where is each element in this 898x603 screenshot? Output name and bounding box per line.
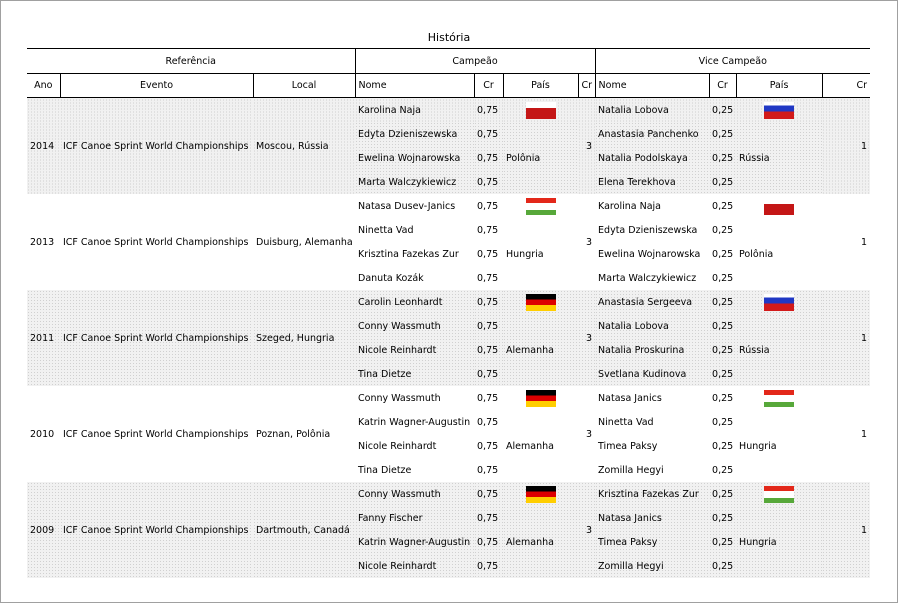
table-row xyxy=(27,482,870,506)
vice-athlete-cr: 0,25 xyxy=(712,200,734,212)
champion-cr-cell: 3 xyxy=(578,98,595,195)
vice-athlete-name: Ninetta Vad xyxy=(598,416,654,428)
vice-athlete-cr: 0,25 xyxy=(712,416,734,428)
champion-athlete-cr: 0,75 xyxy=(477,416,499,428)
vice-athlete-cr: 0,25 xyxy=(712,272,734,284)
vice-athlete-cr: 0,25 xyxy=(712,464,734,476)
champion-athlete-cr: 0,75 xyxy=(474,290,503,314)
table-row xyxy=(27,386,870,410)
vice-athlete-name: Natasa Janics xyxy=(598,392,662,404)
vice-athlete-name: Svetlana Kudinova xyxy=(595,362,709,386)
champion-athlete-cr: 0,75 xyxy=(477,392,499,404)
champion-athlete-name: Karolina Naja xyxy=(355,98,474,123)
champion-cr-cell: 3 xyxy=(586,428,593,440)
vice-athlete-name: Natalia Proskurina xyxy=(595,338,709,362)
vice-athlete-name: Timea Paksy xyxy=(598,440,658,452)
vice-athlete-name: Natalia Lobova xyxy=(595,314,709,338)
champion-athlete-cr: 0,75 xyxy=(477,224,499,236)
vice-country-cell: Hungria xyxy=(736,506,822,578)
vice-athlete-cr: 0,25 xyxy=(709,290,736,314)
location-cell: Duisburg, Alemanha xyxy=(256,236,353,248)
champion-cr-cell: 3 xyxy=(578,482,595,578)
table-body xyxy=(27,98,870,579)
champion-athlete-name: Danuta Kozák xyxy=(358,272,424,284)
header-local: Local xyxy=(253,74,355,98)
vice-flag-cell xyxy=(736,290,822,314)
champion-country-cell: Alemanha xyxy=(503,314,578,386)
header-campeao: Campeão xyxy=(355,49,595,74)
champion-athlete-name: Conny Wassmuth xyxy=(358,392,441,404)
champion-athlete-name: Nicole Reinhardt xyxy=(355,338,474,362)
hungary-flag-icon xyxy=(526,198,556,215)
vice-athlete-cr: 0,25 xyxy=(709,530,736,554)
vice-athlete-cr: 0,25 xyxy=(712,440,734,452)
champion-flag-cell xyxy=(503,194,578,218)
vice-cr-cell: 1 xyxy=(822,290,870,386)
vice-cr-cell: 1 xyxy=(822,98,870,195)
germany-flag-icon xyxy=(526,486,556,503)
year-cell: 2009 xyxy=(27,482,60,578)
vice-country-cell: Rússia xyxy=(736,122,822,194)
vice-athlete-name: Timea Paksy xyxy=(595,530,709,554)
header-cr: Cr xyxy=(474,74,503,98)
champion-athlete-cr: 0,75 xyxy=(474,170,503,194)
event-cell: ICF Canoe Sprint World Championships xyxy=(60,290,253,386)
year-cell: 2013 xyxy=(30,236,55,248)
champion-athlete-name: Nicole Reinhardt xyxy=(355,554,474,578)
champion-athlete-name: Krisztina Fazekas Zur xyxy=(358,248,459,260)
champion-athlete-cr: 0,75 xyxy=(474,506,503,530)
champion-country-cell: Alemanha xyxy=(503,506,578,578)
champion-athlete-cr: 0,75 xyxy=(474,362,503,386)
column-header-row xyxy=(27,74,870,98)
vice-athlete-cr: 0,25 xyxy=(712,224,734,236)
year-cell: 2010 xyxy=(30,428,55,440)
champion-country-cell: Polônia xyxy=(503,122,578,194)
location-cell: Moscou, Rússia xyxy=(253,98,355,195)
champion-country-cell: Hungria xyxy=(506,248,544,260)
header-cr: Cr xyxy=(578,74,595,98)
champion-cr-cell: 3 xyxy=(578,290,595,386)
champion-athlete-cr: 0,75 xyxy=(474,482,503,506)
russia-flag-icon xyxy=(764,294,794,311)
champion-athlete-name: Nicole Reinhardt xyxy=(358,440,437,452)
vice-athlete-name: Marta Walczykiewicz xyxy=(598,272,697,284)
champion-flag-cell xyxy=(503,386,578,410)
champion-athlete-name: Conny Wassmuth xyxy=(355,482,474,506)
header-cr: Cr xyxy=(709,74,736,98)
champion-flag-cell xyxy=(503,482,578,506)
vice-flag-cell xyxy=(736,482,822,506)
vice-athlete-name: Natalia Lobova xyxy=(595,98,709,123)
table-row xyxy=(27,194,870,218)
champion-athlete-cr: 0,75 xyxy=(474,554,503,578)
header-referencia: Referência xyxy=(27,49,355,74)
hungary-flag-icon xyxy=(764,390,794,407)
champion-athlete-cr: 0,75 xyxy=(474,122,503,146)
champion-athlete-cr: 0,75 xyxy=(474,530,503,554)
vice-cr-cell: 1 xyxy=(861,428,868,440)
vice-flag-cell xyxy=(736,194,822,218)
page-title: História xyxy=(427,31,471,44)
champion-athlete-cr: 0,75 xyxy=(474,98,503,123)
champion-athlete-name: Tina Dietze xyxy=(358,464,412,476)
champion-athlete-cr: 0,75 xyxy=(477,272,499,284)
vice-athlete-cr: 0,25 xyxy=(709,338,736,362)
vice-athlete-cr: 0,25 xyxy=(709,362,736,386)
champion-athlete-name: Tina Dietze xyxy=(355,362,474,386)
champion-athlete-cr: 0,75 xyxy=(477,464,499,476)
vice-country-cell: Hungria xyxy=(739,440,777,452)
vice-athlete-cr: 0,25 xyxy=(709,506,736,530)
vice-cr-cell: 1 xyxy=(861,236,868,248)
champion-athlete-name: Marta Walczykiewicz xyxy=(355,170,474,194)
champion-athlete-cr: 0,75 xyxy=(474,146,503,170)
vice-athlete-name: Elena Terekhova xyxy=(595,170,709,194)
germany-flag-icon xyxy=(526,390,556,407)
champion-athlete-name: Natasa Dusev-Janics xyxy=(358,200,456,212)
hungary-flag-icon xyxy=(764,486,794,503)
vice-athlete-name: Anastasia Sergeeva xyxy=(595,290,709,314)
vice-cr-cell: 1 xyxy=(822,482,870,578)
header-nome: Nome xyxy=(355,74,474,98)
champion-country-cell: Alemanha xyxy=(506,440,554,452)
champion-flag-cell xyxy=(503,290,578,314)
location-cell: Dartmouth, Canadá xyxy=(253,482,355,578)
champion-athlete-name: Conny Wassmuth xyxy=(355,314,474,338)
champion-athlete-name: Ewelina Wojnarowska xyxy=(355,146,474,170)
header-ano: Ano xyxy=(27,74,60,98)
header-nome: Nome xyxy=(595,74,709,98)
vice-athlete-cr: 0,25 xyxy=(712,392,734,404)
vice-flag-cell xyxy=(736,98,822,123)
event-cell: ICF Canoe Sprint World Championships xyxy=(63,236,249,248)
vice-country-cell: Rússia xyxy=(736,314,822,386)
vice-athlete-name: Ewelina Wojnarowska xyxy=(598,248,701,260)
vice-athlete-cr: 0,25 xyxy=(712,248,734,260)
vice-athlete-cr: 0,25 xyxy=(709,98,736,123)
location-cell: Poznan, Polônia xyxy=(256,428,331,440)
vice-athlete-cr: 0,25 xyxy=(709,554,736,578)
header-evento: Evento xyxy=(60,74,253,98)
vice-athlete-name: Karolina Naja xyxy=(598,200,661,212)
vice-athlete-cr: 0,25 xyxy=(709,122,736,146)
vice-athlete-name: Natasa Janics xyxy=(595,506,709,530)
vice-athlete-cr: 0,25 xyxy=(709,482,736,506)
header-pais: País xyxy=(736,74,822,98)
vice-athlete-cr: 0,25 xyxy=(709,170,736,194)
header-cr: Cr xyxy=(822,74,870,98)
champion-athlete-cr: 0,75 xyxy=(477,440,499,452)
champion-flag-cell xyxy=(503,98,578,123)
champion-athlete-cr: 0,75 xyxy=(477,248,499,260)
champion-athlete-name: Katrin Wagner-Augustin xyxy=(355,530,474,554)
event-cell: ICF Canoe Sprint World Championships xyxy=(63,428,249,440)
champion-athlete-name: Katrin Wagner-Augustin xyxy=(358,416,471,428)
champion-athlete-name: Fanny Fischer xyxy=(355,506,474,530)
champion-cr-cell: 3 xyxy=(586,236,593,248)
russia-flag-icon xyxy=(764,102,794,119)
table-row xyxy=(27,98,870,123)
header-vice: Vice Campeão xyxy=(595,49,870,74)
vice-athlete-name: Zomilla Hegyi xyxy=(595,554,709,578)
event-cell: ICF Canoe Sprint World Championships xyxy=(60,98,253,195)
vice-athlete-cr: 0,25 xyxy=(709,314,736,338)
champion-athlete-name: Edyta Dzieniszewska xyxy=(355,122,474,146)
champion-athlete-cr: 0,75 xyxy=(474,314,503,338)
vice-athlete-name: Anastasia Panchenko xyxy=(595,122,709,146)
poland-flag-icon xyxy=(764,198,794,215)
year-cell: 2011 xyxy=(27,290,60,386)
champion-athlete-name: Carolin Leonhardt xyxy=(355,290,474,314)
event-cell: ICF Canoe Sprint World Championships xyxy=(60,482,253,578)
group-header-row xyxy=(27,49,870,74)
vice-athlete-cr: 0,25 xyxy=(709,146,736,170)
vice-athlete-name: Zomilla Hegyi xyxy=(598,464,664,476)
location-cell: Szeged, Hungria xyxy=(253,290,355,386)
poland-flag-icon xyxy=(526,102,556,119)
germany-flag-icon xyxy=(526,294,556,311)
vice-athlete-name: Natalia Podolskaya xyxy=(595,146,709,170)
vice-athlete-name: Krisztina Fazekas Zur xyxy=(595,482,709,506)
history-table xyxy=(27,48,870,578)
vice-country-cell: Polônia xyxy=(739,248,774,260)
champion-athlete-cr: 0,75 xyxy=(474,338,503,362)
vice-flag-cell xyxy=(736,386,822,410)
header-pais: País xyxy=(503,74,578,98)
year-cell: 2014 xyxy=(27,98,60,195)
table-row xyxy=(27,290,870,314)
champion-athlete-cr: 0,75 xyxy=(477,200,499,212)
champion-athlete-name: Ninetta Vad xyxy=(358,224,414,236)
vice-athlete-name: Edyta Dzieniszewska xyxy=(598,224,698,236)
